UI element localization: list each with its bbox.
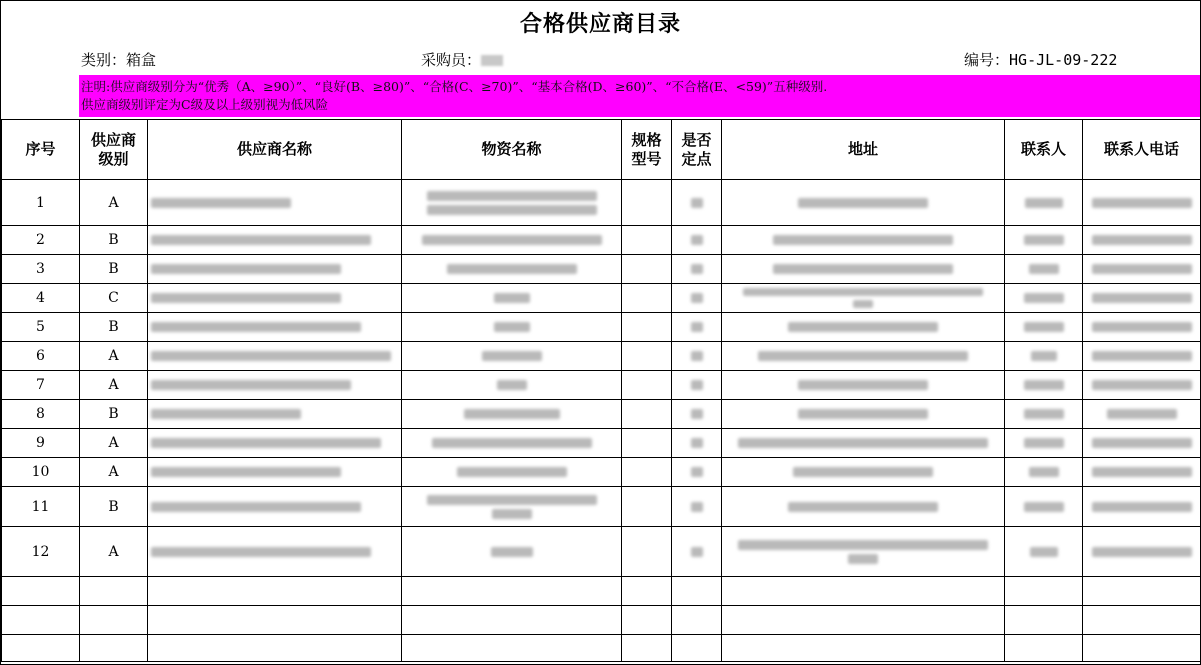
page-title: 合格供应商目录 [519, 12, 681, 37]
supplier-name-redacted [148, 284, 402, 313]
material-redacted [402, 180, 622, 226]
address-redacted [722, 371, 1005, 400]
col-header-grade: 供应商 级别 [80, 120, 148, 180]
designated-redacted [672, 527, 722, 577]
phone-redacted [1083, 180, 1201, 226]
row-grade: B [80, 226, 148, 255]
spec-cell [622, 313, 672, 342]
spec-cell [622, 342, 672, 371]
note-line-1: 注明:供应商级别分为“优秀（A、≥90）”、“良好(B、≥80)”、“合格(C、≥70)”、“基本合格(D、≥60)”、“不合格(E、<59)”五种级别. [81, 79, 828, 94]
contact-redacted [1005, 284, 1083, 313]
empty-row [2, 635, 1201, 662]
contact-redacted [1005, 313, 1083, 342]
material-redacted [402, 400, 622, 429]
contact-redacted [1005, 180, 1083, 226]
code-label: 编号： [964, 51, 1010, 69]
material-redacted [402, 487, 622, 527]
address-redacted [722, 255, 1005, 284]
row-grade: A [80, 371, 148, 400]
row-grade: A [80, 527, 148, 577]
table-row [2, 429, 1201, 458]
col-header-phone: 联系人电话 [1083, 120, 1201, 180]
table-row [2, 226, 1201, 255]
contact-redacted [1005, 487, 1083, 527]
address-redacted [722, 458, 1005, 487]
phone-redacted [1083, 371, 1201, 400]
category-value: 箱盒 [126, 51, 157, 69]
material-redacted [402, 313, 622, 342]
note-line-2: 供应商级别评定为C级及以上级别视为低风险 [81, 97, 329, 112]
phone-redacted [1083, 226, 1201, 255]
material-redacted [402, 342, 622, 371]
col-header-designated: 是否 定点 [672, 120, 722, 180]
category-field [81, 49, 156, 70]
spec-cell [622, 255, 672, 284]
phone-redacted [1083, 313, 1201, 342]
material-redacted [402, 255, 622, 284]
spec-cell [622, 458, 672, 487]
col-header-spec: 规格 型号 [622, 120, 672, 180]
empty-row [2, 606, 1201, 635]
supplier-name-redacted [148, 226, 402, 255]
row-no: 5 [2, 313, 80, 342]
row-grade: B [80, 313, 148, 342]
table-row [2, 255, 1201, 284]
material-redacted [402, 527, 622, 577]
spec-cell [622, 527, 672, 577]
designated-redacted [672, 487, 722, 527]
row-no: 6 [2, 342, 80, 371]
table-row [2, 371, 1201, 400]
phone-redacted [1083, 527, 1201, 577]
row-no: 4 [2, 284, 80, 313]
material-redacted [402, 458, 622, 487]
phone-redacted [1083, 400, 1201, 429]
contact-redacted [1005, 458, 1083, 487]
spec-cell [622, 180, 672, 226]
grading-note [79, 75, 1200, 117]
designated-redacted [672, 429, 722, 458]
phone-redacted [1083, 342, 1201, 371]
address-redacted [722, 400, 1005, 429]
material-redacted [402, 226, 622, 255]
row-grade: B [80, 487, 148, 527]
contact-redacted [1005, 527, 1083, 577]
row-no: 7 [2, 371, 80, 400]
row-no: 10 [2, 458, 80, 487]
material-redacted [402, 429, 622, 458]
buyer-field [421, 49, 503, 70]
designated-redacted [672, 342, 722, 371]
table-row [2, 313, 1201, 342]
supplier-name-redacted [148, 180, 402, 226]
table-row [2, 400, 1201, 429]
col-header-address: 地址 [722, 120, 1005, 180]
row-grade: C [80, 284, 148, 313]
code-value: HG-JL-09-222 [1009, 51, 1118, 69]
row-no: 11 [2, 487, 80, 527]
supplier-name-redacted [148, 527, 402, 577]
supplier-name-redacted [148, 458, 402, 487]
address-redacted [722, 429, 1005, 458]
address-redacted [722, 342, 1005, 371]
address-redacted [722, 180, 1005, 226]
row-grade: A [80, 180, 148, 226]
phone-redacted [1083, 284, 1201, 313]
col-header-material: 物资名称 [402, 120, 622, 180]
designated-redacted [672, 400, 722, 429]
table-row [2, 487, 1201, 527]
buyer-label: 采购员： [421, 51, 482, 69]
designated-redacted [672, 371, 722, 400]
contact-redacted [1005, 400, 1083, 429]
designated-redacted [672, 284, 722, 313]
empty-row [2, 577, 1201, 606]
row-grade: A [80, 429, 148, 458]
phone-redacted [1083, 458, 1201, 487]
buyer-redacted [481, 55, 503, 66]
contact-redacted [1005, 429, 1083, 458]
supplier-name-redacted [148, 400, 402, 429]
spec-cell [622, 371, 672, 400]
address-redacted [722, 226, 1005, 255]
supplier-name-redacted [148, 429, 402, 458]
row-grade: B [80, 400, 148, 429]
material-redacted [402, 371, 622, 400]
spec-cell [622, 400, 672, 429]
supplier-table [1, 119, 1201, 662]
material-redacted [402, 284, 622, 313]
address-redacted [722, 527, 1005, 577]
designated-redacted [672, 313, 722, 342]
supplier-name-redacted [148, 342, 402, 371]
row-no: 8 [2, 400, 80, 429]
table-header-row [2, 120, 1201, 180]
table-row [2, 527, 1201, 577]
supplier-name-redacted [148, 313, 402, 342]
row-no: 3 [2, 255, 80, 284]
table-row [2, 284, 1201, 313]
col-header-contact: 联系人 [1005, 120, 1083, 180]
row-grade: A [80, 342, 148, 371]
supplier-name-redacted [148, 487, 402, 527]
row-grade: A [80, 458, 148, 487]
address-redacted [722, 284, 1005, 313]
row-no: 12 [2, 527, 80, 577]
row-no: 9 [2, 429, 80, 458]
contact-redacted [1005, 255, 1083, 284]
col-header-no: 序号 [2, 120, 80, 180]
designated-redacted [672, 226, 722, 255]
row-no: 2 [2, 226, 80, 255]
spec-cell [622, 429, 672, 458]
contact-redacted [1005, 371, 1083, 400]
category-label: 类别： [81, 51, 127, 69]
spec-cell [622, 284, 672, 313]
supplier-name-redacted [148, 255, 402, 284]
designated-redacted [672, 458, 722, 487]
row-grade: B [80, 255, 148, 284]
spec-cell [622, 226, 672, 255]
table-row [2, 458, 1201, 487]
row-no: 1 [2, 180, 80, 226]
address-redacted [722, 313, 1005, 342]
designated-redacted [672, 180, 722, 226]
contact-redacted [1005, 342, 1083, 371]
spec-cell [622, 487, 672, 527]
table-row [2, 342, 1201, 371]
address-redacted [722, 487, 1005, 527]
supplier-name-redacted [148, 371, 402, 400]
phone-redacted [1083, 255, 1201, 284]
phone-redacted [1083, 429, 1201, 458]
phone-redacted [1083, 487, 1201, 527]
designated-redacted [672, 255, 722, 284]
table-row [2, 180, 1201, 226]
contact-redacted [1005, 226, 1083, 255]
col-header-supplier-name: 供应商名称 [148, 120, 402, 180]
code-field [964, 49, 1117, 70]
